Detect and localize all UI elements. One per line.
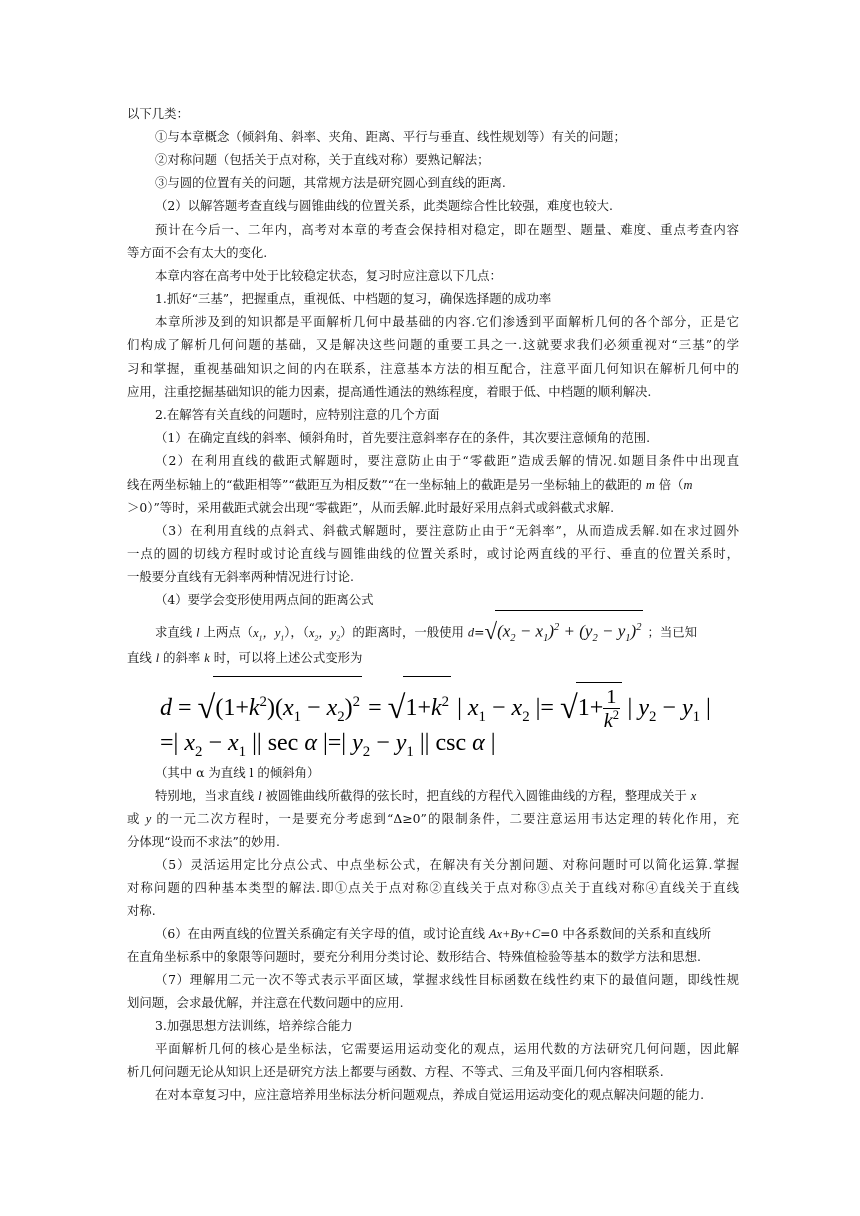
sub-6-line-1 xyxy=(155,923,739,945)
sub-2-line-1: （2）在利用直线的截距式解题时，要注意防止由于“零截距”造成丢解的情况.如题目条件中出现直 xyxy=(155,453,739,468)
sub-5-line-3: 对称. xyxy=(127,903,156,918)
point-1-line-4: 应用，注重挖掘基础知识的能力因素，提高通性通法的熟练程度，着眼于低、中档题的顺利解决. xyxy=(127,384,652,399)
topic-2: ②对称问题（包括关于点对称，关于直线对称）要熟记解法； xyxy=(155,152,490,167)
point-2-title: 2.在解答有关直线的问题时，应特别注意的几个方面 xyxy=(155,407,440,422)
var-y: y xyxy=(145,812,152,826)
point-1-line-1: 本章所涉及到的知识都是平面解析几何中最基础的内容.它们渗透到平面解析几何的各个部分，正是它 xyxy=(155,314,739,329)
var-x: x xyxy=(690,789,697,803)
topic-3: ③与圆的位置有关的问题，其常规方法是研究圆心到直线的距离. xyxy=(155,175,506,190)
var-d: d xyxy=(467,625,475,640)
intro-text: 以下几类： xyxy=(127,106,189,121)
point-1-title: 1.抓好“三基”，把握重点，重视低、中档题的复习，确保选择题的成功率 xyxy=(155,291,552,306)
special-line-2 xyxy=(127,808,739,830)
var-l: l xyxy=(196,625,200,640)
point-1-line-2: 们构成了解析几何问题的基础，又是解决这些问题的重要工具之一.这就要求我们必须重视对“三基”的学 xyxy=(127,337,739,352)
var-m: m xyxy=(683,478,693,492)
item-2-text: （2）以解答题考查直线与圆锥曲线的位置关系，此类题综合性比较强，难度也较大. xyxy=(155,198,613,213)
angle-note: （其中 α 为直线 l 的倾斜角） xyxy=(155,765,320,780)
topic-1: ①与本章概念（倾斜角、斜率、夹角、距离、平行与垂直、线性规划等）有关的问题； xyxy=(155,129,626,144)
distance-text-b: 上两点（ xyxy=(199,624,254,640)
point-3-line-1: 平面解析几何的核心是坐标法，它需要运用运动变化的观点，运用代数的方法研究几何问题，因此解 xyxy=(155,1041,739,1056)
var-axbyc: Ax+By+C xyxy=(488,927,541,941)
distance-line: 求直线 l 上两点（$x_1$，$y_1$），（$x_2$，$y_2$）的距离时，一般使用 $d=√(x_2 - x_1)^2 + (y_2 - y_1)^2$ ；当已知 xyxy=(155,610,739,644)
special-text-c: 或 xyxy=(127,811,146,826)
distance-text-c: ），（ xyxy=(284,624,309,640)
sub-5-line-1: （5）灵活运用定比分点公式、中点坐标公式，在解决有关分割问题、对称问题时可以简化运算.掌握 xyxy=(155,857,739,872)
var-m: m xyxy=(645,478,655,492)
forecast-line-2: 等方面不会有太大的变化. xyxy=(127,245,268,260)
sub-2-line-3: ＞0）”等时，采用截距式就会出现“零截距”，从而丢解.此时最好采用点斜式或斜截式求解. xyxy=(127,500,615,515)
sub-6-text-b: =0 中各系数间的关系和直线所 xyxy=(540,926,712,941)
slope-text-f: 直线 xyxy=(127,650,156,665)
sub-4-text: （4）要学会变形使用两点间的距离公式 xyxy=(155,592,374,607)
sub-6-line-2: 在直角坐标系中的象限等问题时，要充分利用分类讨论、数形结合、特殊值检验等基本的数学方法和思想. xyxy=(127,949,701,964)
var-l: l xyxy=(258,789,262,803)
point-1-line-3: 习和掌握，重视基础知识之间的内在联系，注意基本方法的相互配合，注意平面几何知识在解析几何中的 xyxy=(127,361,739,376)
distance-formula: $√(x_2 - x_1)^2 + (y_2 - y_1)^2$ xyxy=(484,610,643,656)
sub-3-line-3: 一般要分直线有无斜率两种情况进行讨论. xyxy=(127,569,354,584)
sub-2-line-2-tail: 倍（ xyxy=(654,477,684,492)
sub-7-line-1: （7）理解用二元一次不等式表示平面区域，掌握求线性目标函数在线性约束下的最值问题，即线性规 xyxy=(155,972,739,987)
sub-1-text: （1）在确定直线的斜率、倾斜角时，首先要注意斜率存在的条件，其次要注意倾角的范围. xyxy=(155,430,651,445)
special-line-3: 分体现“设而不求法”的妙用. xyxy=(127,834,280,849)
point-3-line-3: 在对本章复习中，应注意培养用坐标法分析问题观点，养成自觉运用运动变化的观点解决问题的能力. xyxy=(155,1087,705,1102)
slope-text-h: 时，可以将上述公式变形为 xyxy=(209,650,363,665)
sub-7-line-2: 划问题，会求最优解，并注意在代数问题中的应用. xyxy=(127,995,404,1010)
sub-6-text-a: （6）在由两直线的位置关系确定有关字母的值，或讨论直线 xyxy=(155,926,489,941)
point-2-coords: $x_2$，$y_2$ xyxy=(308,625,341,643)
distance-text-d: ）的距离时，一般使用 xyxy=(340,624,468,640)
stable-text: 本章内容在高考中处于比较稳定状态，复习时应注意以下几点： xyxy=(155,268,502,283)
slope-text-g: 的斜率 xyxy=(159,650,205,665)
special-text-b: 被圆锥曲线所截得的弦长时，把直线的方程代入圆锥曲线的方程，整理成关于 xyxy=(261,788,691,803)
point-3-title: 3.加强思想方法训练，培养综合能力 xyxy=(155,1018,353,1033)
sub-3-line-1: （3）在利用直线的点斜式、斜截式解题时，要注意防止由于“无斜率”，从而造成丢解.如在求过圆外 xyxy=(155,523,739,538)
formula-line-2: =| $x_2 - x_1$ || sec α |=| $y_2 - y_1$ || csc α | xyxy=(160,730,496,760)
special-line-1 xyxy=(155,785,739,807)
distance-text-a: 求直线 xyxy=(155,624,197,640)
sub-3-line-2: 一点的圆的切线方程时或讨论直线与圆锥曲线的位置关系时，或讨论两直线的平行、垂直的位置关系时， xyxy=(127,546,739,561)
forecast-line-1: 预计在今后一、二年内，高考对本章的考查会保持相对稳定，即在题型、题量、难度、重点考查内容 xyxy=(155,222,739,237)
slope-line xyxy=(127,647,739,669)
sub-5-line-2: 对称问题的四种基本类型的解法.即①点关于点对称②直线关于点对称③点关于直线对称④直线关于直线 xyxy=(127,880,739,895)
point-1-coords: $x_1$，$y_1$ xyxy=(253,625,285,643)
special-text-a: 特别地，当求直线 xyxy=(155,788,259,803)
var-l: l xyxy=(155,651,160,665)
special-text-d: 的一元二次方程时，一是要充分考虑到“Δ≥0”的限制条件，二要注意运用韦达定理的转化作用，充 xyxy=(151,811,739,826)
formula-line-1: $d = √(1+k^2)(x_1 - x_2)^2 = √1+k^2$ | $x_1 - x_2$ |= √1+ $\frac{1}{k^2}$ | $y_2 - y_1$ | xyxy=(160,676,720,726)
distance-text-e: ；当已知 xyxy=(647,624,697,640)
sub-2-line-2 xyxy=(127,474,739,496)
sub-2-line-2-text: 线在两坐标轴上的“截距相等”“截距互为相反数”“在一坐标轴上的截距是另一坐标轴上的截距的 xyxy=(127,477,646,492)
point-3-line-2: 析几何问题无论从知识上还是研究方法上都要与函数、方程、不等式、三角及平面几何内容相联系. xyxy=(127,1064,664,1079)
var-k: k xyxy=(204,651,210,665)
